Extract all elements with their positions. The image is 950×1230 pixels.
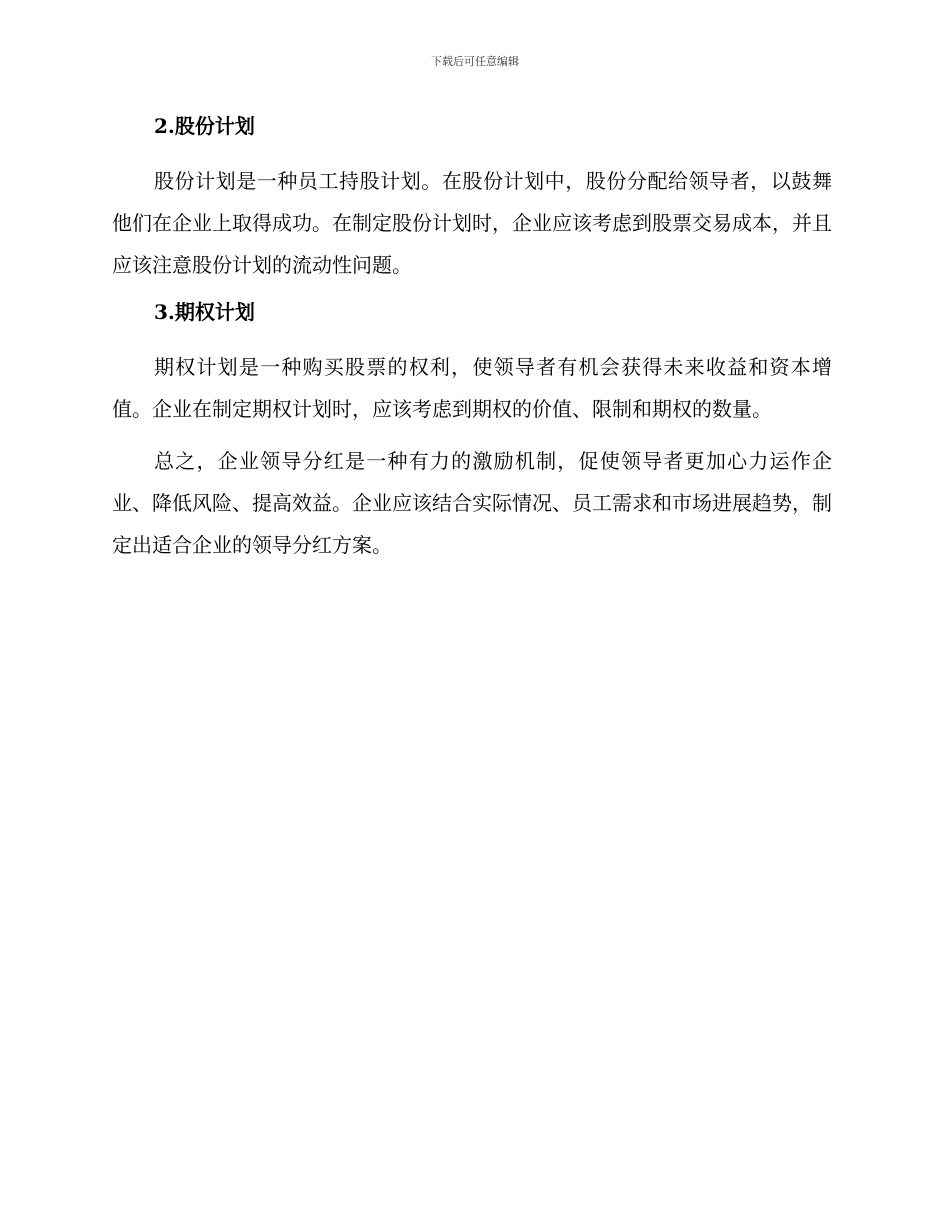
document-body	[112, 110, 832, 566]
section-heading-stock-plan: 2.股份计划	[154, 114, 255, 138]
section-heading-option-plan: 3.期权计划	[154, 300, 255, 324]
paragraph-option-plan: 期权计划是一种购买股票的权利，使领导者有机会获得未来收益和资本增值。企业在制定期权计划时，应该考虑到期权的价值、限制和期权的数量。	[112, 355, 832, 421]
paragraph-conclusion: 总之，企业领导分红是一种有力的激励机制，促使领导者更加心力运作企业、降低风险、提高效益。企业应该结合实际情况、员工需求和市场进展趋势，制定出适合企业的领导分红方案。	[112, 449, 832, 557]
page-header-note: 下载后可任意编辑	[431, 55, 519, 68]
paragraph-stock-plan: 股份计划是一种员工持股计划。在股份计划中，股份分配给领导者，以鼓舞他们在企业上取得成功。在制定股份计划时，企业应该考虑到股票交易成本，并且应该注意股份计划的流动性问题。	[112, 169, 832, 277]
